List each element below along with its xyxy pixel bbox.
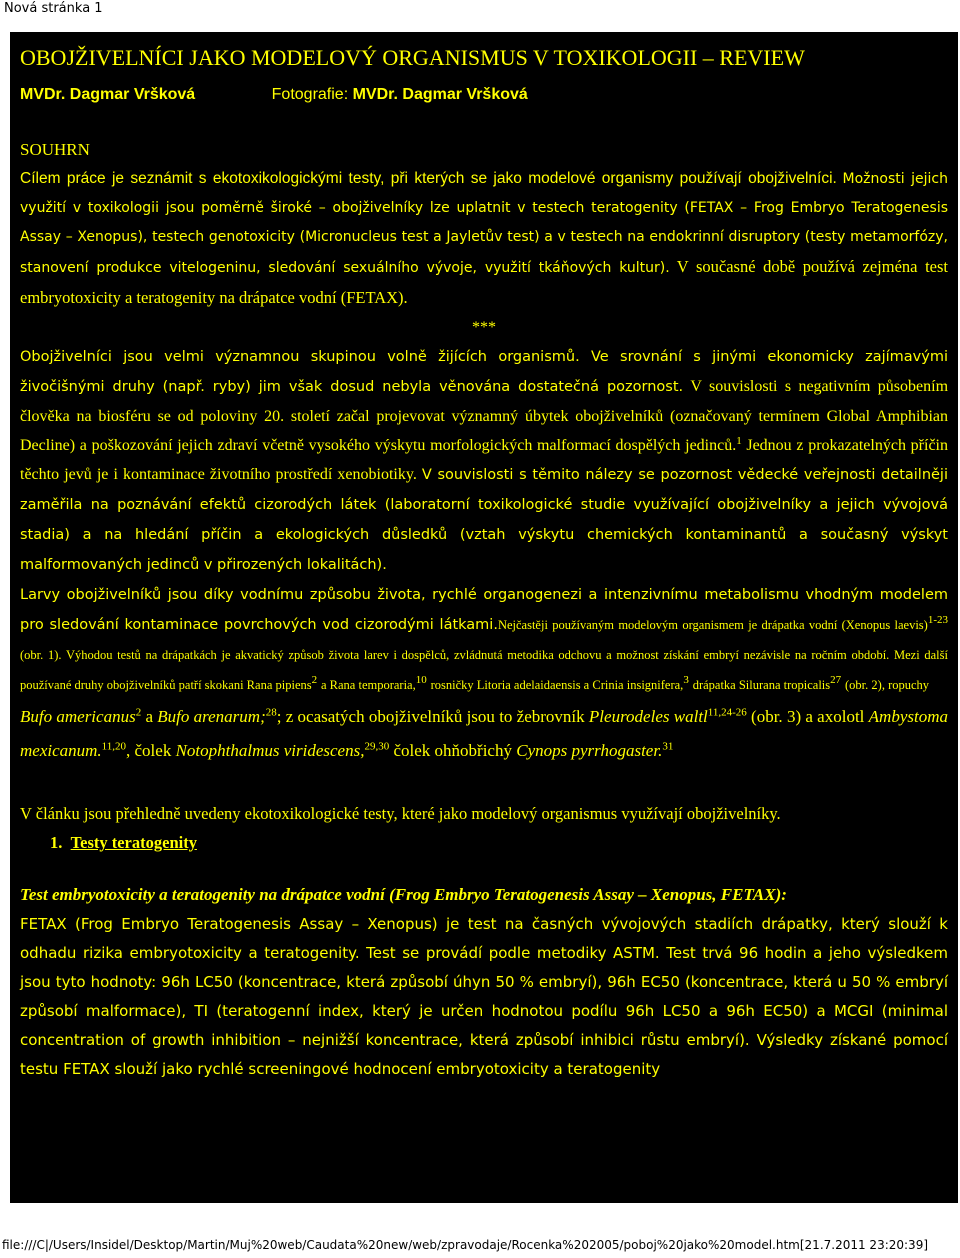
ref-11-24-26: 11,24-26	[707, 706, 747, 719]
intro-paragraph	[20, 342, 948, 580]
larvae-small-2: (obr. 1). Výhodou testů na drápatkách je akvatický způsob života larev i dospělců, zvládnutá metodika odchovu a možnost získání embryí nezávisle na ročním období. Mezi další používané druhy obojživelníků patří skokani Rana pipiens	[20, 648, 948, 692]
ref-29-30: 29,30	[364, 740, 390, 753]
species-bufo-americanus: Bufo americanus	[20, 707, 136, 726]
photo-credit	[272, 86, 528, 104]
photo-label: Fotografie:	[271, 86, 349, 103]
spacer	[20, 768, 948, 792]
photo-author: MVDr. Dagmar Vršková	[352, 86, 528, 103]
author-name: MVDr. Dagmar Vršková	[20, 86, 196, 103]
larvae-small-1: Nejčastěji používaným modelovým organismem je drápatka vodní (Xenopus laevis)	[497, 618, 928, 632]
section-heading-1	[50, 828, 948, 858]
summary-heading: SOUHRN	[20, 140, 90, 159]
ref-1: 1	[736, 434, 742, 447]
larvae-small-5: drápatka Silurana tropicalis	[692, 678, 831, 692]
larvae-paragraph	[20, 580, 948, 700]
larvae-small-3: a Rana temporaria,	[320, 678, 416, 692]
intro-text-serif: V souvislosti s negativním působením člověka na biosféru se od poloviny 20. století začal projevovat významný úbytek obojživelníků (označovaný termínem Global Amphibian Decline) a poškozování jejich zdraví včetně vysokého výskytu morfologických malformací dospělých jedinců.	[20, 378, 949, 454]
species-text-3: , čolek	[126, 741, 172, 760]
author-line	[20, 86, 948, 112]
article-content	[20, 38, 948, 1084]
summary-text-sans: Možnosti jejich využití v toxikologii jsou poměrně široké – obojživelníky lze uplatnit v testech teratogenity (FETAX – Frog Embryo Teratogenesis Assay – Xenopus), testech genotoxicity (Micronucleus test a Jayletův test) a v testech na endokrinní disruptory (testy metamorfózy, stanovení produkce vitelogeninu, sledování sexuálního vývoje, využití tkáňových kultur).	[20, 171, 948, 276]
larvae-small-4: rosničky Litoria adelaidaensis a Crinia insignifera,	[430, 678, 684, 692]
species-text-1: ; z ocasatých obojživelníků jsou to žebrovník	[276, 707, 585, 726]
summary-text-serif: V současné době používá zejména test embryotoxicity a teratogenity na drápatce vodní (FETAX).	[20, 257, 948, 307]
intro-text-serif-2: Jednou z prokazatelných příčin těchto jevů je i kontaminace životního prostředí xenobiotiky.	[20, 437, 949, 483]
species-text-2: (obr. 3) a axolotl	[751, 707, 865, 726]
fetax-heading: Test embryotoxicity a teratogenity na drápatce vodní (Frog Embryo Teratogenesis Assay – Xenopus, FETAX):	[20, 885, 787, 904]
ref-3: 3	[683, 673, 689, 686]
intro-text-sans-2: V souvislosti s těmito nálezy se pozornost vědecké veřejnosti detailněji zaměřila na poznávání efektů cizorodých látek (laboratorní toxikologické studie využívající obojživelníky a jejich vývojová stadia) a na hledání příčin a ekologických důsledků (vztah výskytu chemických kontaminantů a současný výskyt malformovaných jedinců v přirozených lokalitách).	[20, 467, 948, 573]
ref-1-23: 1-23	[927, 613, 948, 626]
species-and: a	[145, 707, 154, 726]
fetax-body: FETAX (Frog Embryo Teratogenesis Assay – Xenopus) je test na časných vývojových stadiích drápatky, který slouží k odhadu rizika embryotoxicity a teratogenity. Test se provádí podle metodiky ASTM. Test trvá 96 hodin a jeho výsledkem jsou tyto hodnoty: 96h LC50 (koncentrace, která způsobí úhyn 50 % embryí), 96h EC50 (koncentrace, která u 50 % embryí způsobí malformace), TI (teratogenní index, který je určen hodnotou podílu 96h LC50 a 96h EC50) a MCGI (minimal concentration of growth inhibition – nejnižší koncentrace, která způsobí inhibici růstu embryí). Výsledky získané pomocí testu FETAX slouží jako rychlé screeningové hodnocení embryotoxicity a teratogenity	[20, 915, 948, 1078]
species-pleurodeles: Pleurodeles waltl	[588, 707, 708, 726]
species-ambystoma: Ambystoma mexicanum.	[20, 707, 948, 760]
species-notophthalmus: Notophthalmus viridescens,	[175, 741, 365, 760]
species-text-4: čolek ohňobřichý	[393, 741, 512, 760]
article-title: OBOJŽIVELNÍCI JAKO MODELOVÝ ORGANISMUS V TOXIKOLOGII – REVIEW	[20, 45, 805, 70]
separator: ***	[472, 319, 496, 336]
article-panel	[10, 32, 958, 1203]
ref-2b: 2	[135, 706, 142, 719]
intro-text-sans: Obojživelníci jsou velmi významnou skupinou volně žijících organismů. Ve srovnání s jinými ekonomicky zajímavými živočišnými druhy (např. ryby) jim však dosud nebyla věnována dostatečná pozornost.	[20, 349, 948, 395]
file-path-footer: file:///C|/Users/Insidel/Desktop/Martin/Muj%20web/Caudata%20new/web/zpravodaje/Rocenka%202005/poboj%20jako%20model.htm[21.7.2011 23:20:39]	[2, 1238, 929, 1252]
ref-27: 27	[830, 673, 842, 686]
ref-2: 2	[311, 673, 318, 686]
ref-11-20: 11,20	[101, 740, 127, 753]
browser-tab-title: Nová stránka 1	[4, 1, 103, 16]
species-bufo-arenarum: Bufo arenarum;	[157, 707, 266, 726]
summary-line: Cílem práce je seznámit s ekotoxikologickými testy, při kterých se jako modelové organismy používají obojživelníci.	[20, 170, 837, 187]
ref-28: 28	[265, 706, 277, 719]
ref-31: 31	[662, 740, 674, 753]
section-number: 1.	[50, 833, 63, 852]
overview-paragraph: V článku jsou přehledně uvedeny ekotoxikologické testy, které jako modelový organismus využívají obojživelníky.	[20, 804, 781, 823]
species-cynops: Cynops pyrrhogaster.	[516, 741, 663, 760]
summary-paragraph	[20, 164, 948, 314]
species-paragraph	[20, 700, 948, 768]
larvae-text-sans: Larvy obojživelníků jsou díky vodnímu způsobu života, rychlé organogenezi a intenzivnímu metabolismu vhodným modelem pro sledování kontaminace povrchových vod cizorodými látkami.	[20, 587, 948, 633]
larvae-small-6: (obr. 2), ropuchy	[845, 678, 930, 692]
ref-10: 10	[415, 673, 427, 686]
section-title: Testy teratogenity	[70, 833, 197, 852]
